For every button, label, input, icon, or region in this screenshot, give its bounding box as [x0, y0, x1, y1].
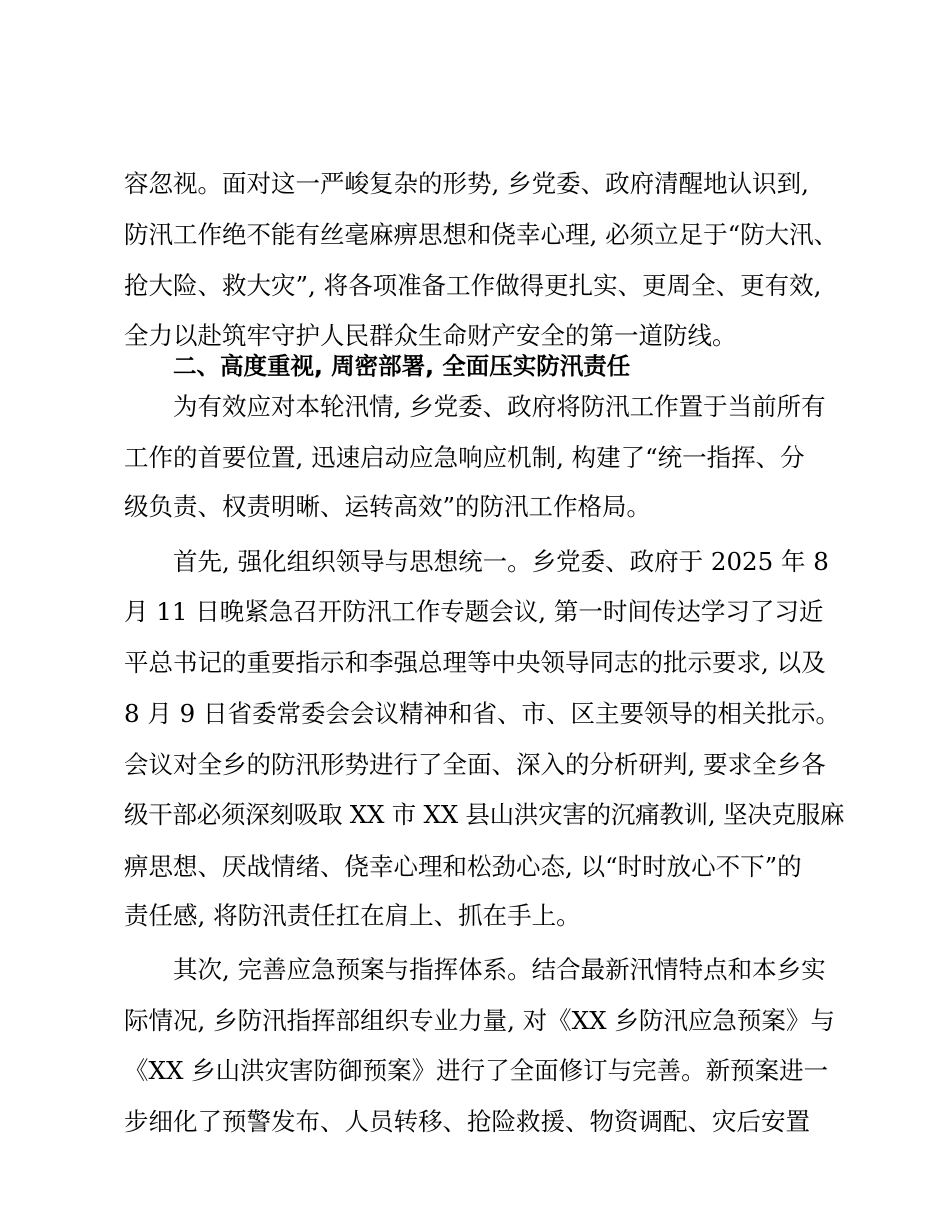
- body-text-line: 平总书记的重要指示和李强总理等中央领导同志的批示要求, 以及: [124, 648, 826, 677]
- body-text-line: 级负责、权责明晰、运转高效”的防汛工作格局。: [124, 492, 652, 521]
- body-text-line: 防汛工作绝不能有丝毫麻痹思想和侥幸心理, 必须立足于“防大汛、: [124, 220, 839, 249]
- body-text-line: 全力以赴筑牢守护人民群众生命财产安全的第一道防线。: [124, 321, 737, 350]
- body-text-line: 容忽视。面对这一严峻复杂的形势, 乡党委、政府清醒地认识到,: [124, 169, 809, 198]
- paragraph-first-line: 其次, 完善应急预案与指挥体系。结合最新汛情特点和本乡实: [173, 955, 826, 984]
- section-heading: 二、高度重视, 周密部署, 全面压实防汛责任: [173, 352, 631, 380]
- body-text-line: 月 11 日晚紧急召开防汛工作专题会议, 第一时间传达学习了习近: [124, 597, 824, 626]
- body-text-line: 痹思想、厌战情绪、侥幸心理和松劲心态, 以“时时放心不下”的: [124, 852, 802, 881]
- paragraph-first-line: 首先, 强化组织领导与思想统一。乡党委、政府于 2025 年 8: [173, 547, 829, 576]
- body-text-line: 工作的首要位置, 迅速启动应急响应机制, 构建了“统一指挥、分: [124, 443, 805, 472]
- body-text-line: 8 月 9 日省委常委会会议精神和省、市、区主要领导的相关批示。: [124, 699, 841, 728]
- body-text-line: 《XX 乡山洪灾害防御预案》进行了全面修订与完善。新预案进一: [124, 1056, 829, 1085]
- paragraph-first-line: 为有效应对本轮汛情, 乡党委、政府将防汛工作置于当前所有: [173, 392, 826, 421]
- body-text-line: 际情况, 乡防汛指挥部组织专业力量, 对《XX 乡防汛应急预案》与: [124, 1006, 835, 1035]
- body-text-line: 抢大险、救大灾”, 将各项准备工作做得更扎实、更周全、更有效,: [124, 271, 822, 300]
- body-text-line: 步细化了预警发布、人员转移、抢险救援、物资调配、灾后安置: [124, 1107, 810, 1136]
- body-text-line: 级干部必须深刻吸取 XX 市 XX 县山洪灾害的沉痛教训, 坚决克服麻: [124, 800, 845, 829]
- body-text-line: 会议对全乡的防汛形势进行了全面、深入的分析研判, 要求全乡各: [124, 750, 826, 779]
- body-text-line: 责任感, 将防汛责任扛在肩上、抓在手上。: [124, 901, 581, 930]
